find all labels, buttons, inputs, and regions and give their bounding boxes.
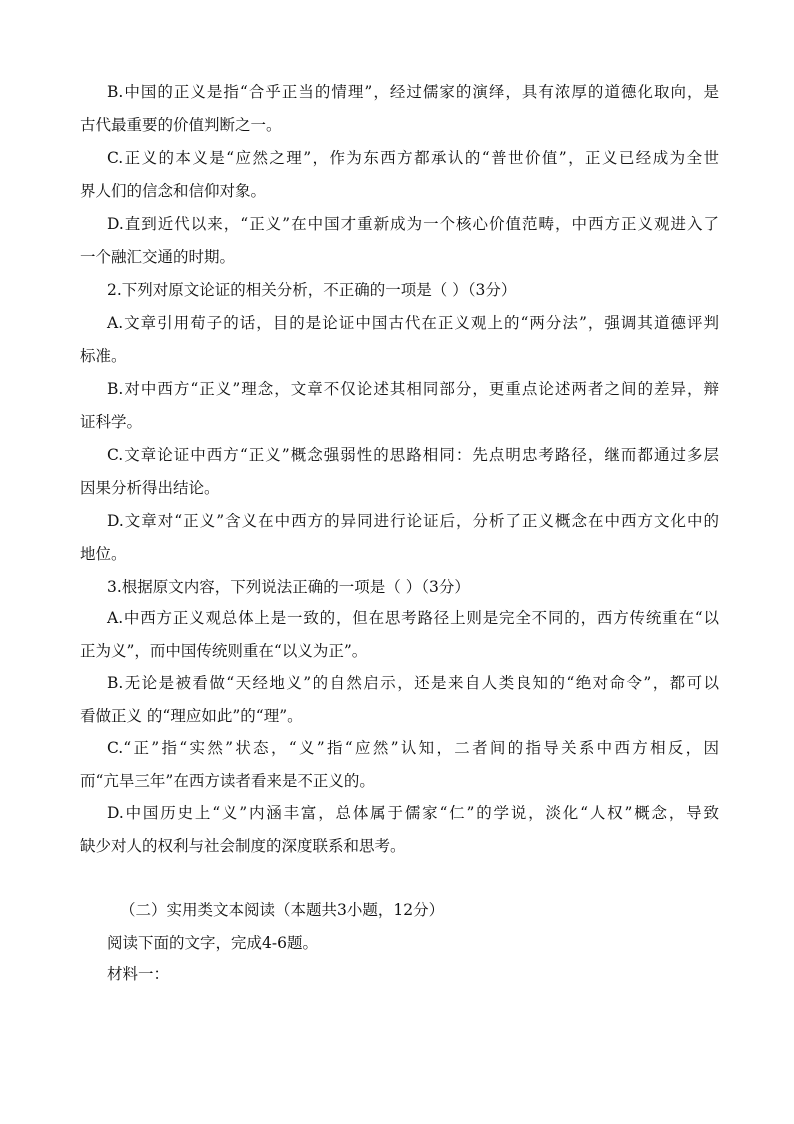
q2-option-c (0, 439, 794, 505)
q1-option-c-line1: C.正义的本义是“应然之理”，作为东西方都承认的“普世价值”，正义已经成为全世 (107, 149, 719, 167)
q3-option-b-line2: 看做正义 的“理应如此”的“理”。 (80, 707, 303, 725)
q3-option-d-line2: 缺少对人的权利与社会制度的深度联系和思考。 (80, 837, 406, 855)
q2-option-d (0, 505, 794, 571)
q3-option-a-line1: A.中西方正义观总体上是一致的，但在思考路径上则是完全不同的，西方传统重在“以 (107, 609, 719, 627)
q1-option-d-line1: D.直到近代以来，“正义”在中国才重新成为一个核心价值范畴，中西方正义观进入了 (107, 215, 719, 233)
q1-option-c (0, 142, 794, 208)
q1-option-c-line2: 界人们的信念和信仰对象。 (80, 182, 267, 200)
q3-option-d-line1: D.中国历史上“义”内涵丰富，总体属于儒家“仁”的学说，淡化“人权”概念，导致 (107, 804, 719, 822)
material-label: 材料一： (107, 965, 170, 983)
q1-option-d-line2: 一个融汇交通的时期。 (80, 248, 236, 266)
q2-option-c-line2: 因果分析得出结论。 (80, 479, 220, 497)
q2-option-b-line2: 证科学。 (80, 413, 143, 431)
q3-option-a (0, 602, 794, 668)
q3-option-b (0, 667, 794, 733)
q2-option-a (0, 307, 794, 373)
q3-option-c (0, 732, 794, 798)
section-heading: （二）实用类文本阅读（本题共3小题，12分） (120, 901, 445, 919)
q3-option-a-line2: 正为义”，而中国传统则重在“以义为正”。 (80, 642, 368, 660)
section-instruction: 阅读下面的文字，完成4-6题。 (107, 934, 318, 952)
q3-option-b-line1: B.无论是被看做“天经地义”的自然启示，还是来自人类良知的“绝对命令”，都可以 (107, 674, 719, 692)
q1-option-b-line2: 古代最重要的价值判断之一。 (80, 116, 282, 134)
q2-option-a-line2: 标准。 (80, 347, 127, 365)
q2-option-a-line1: A.文章引用荀子的话，目的是论证中国古代在正义观上的“两分法”，强调其道德评判 (107, 314, 719, 332)
q3-option-d (0, 797, 794, 863)
q3-stem: 3.根据原文内容，下列说法正确的一项是（ ）（3分） (107, 578, 470, 596)
q1-option-d (0, 208, 794, 274)
q2-option-b-line1: B.对中西方“正义”理念，文章不仅论述其相同部分，更重点论述两者之间的差异，辩 (107, 380, 719, 398)
q1-option-b-line1: B.中国的正义是指“合乎正当的情理”，经过儒家的演绎，具有浓厚的道德化取向，是 (107, 83, 719, 101)
q2-option-d-line1: D.文章对“正义”含义在中西方的异同进行论证后，分析了正义概念在中西方文化中的 (107, 512, 719, 530)
q3-option-c-line1: C.“正”指“实然”状态，“义”指“应然”认知，二者间的指导关系中西方相反，因 (107, 739, 719, 757)
q2-stem: 2.下列对原文论证的相关分析，不正确的一项是（ ）（3分） (107, 281, 517, 299)
q3-option-c-line2: 而“亢旱三年”在西方读者看来是不正义的。 (80, 772, 375, 790)
q2-option-d-line2: 地位。 (80, 545, 127, 563)
q1-option-b (0, 76, 794, 142)
q2-option-c-line1: C.文章论证中西方“正义”概念强弱性的思路相同：先点明忠考路径，继而都通过多层 (107, 446, 719, 464)
q2-option-b (0, 373, 794, 439)
